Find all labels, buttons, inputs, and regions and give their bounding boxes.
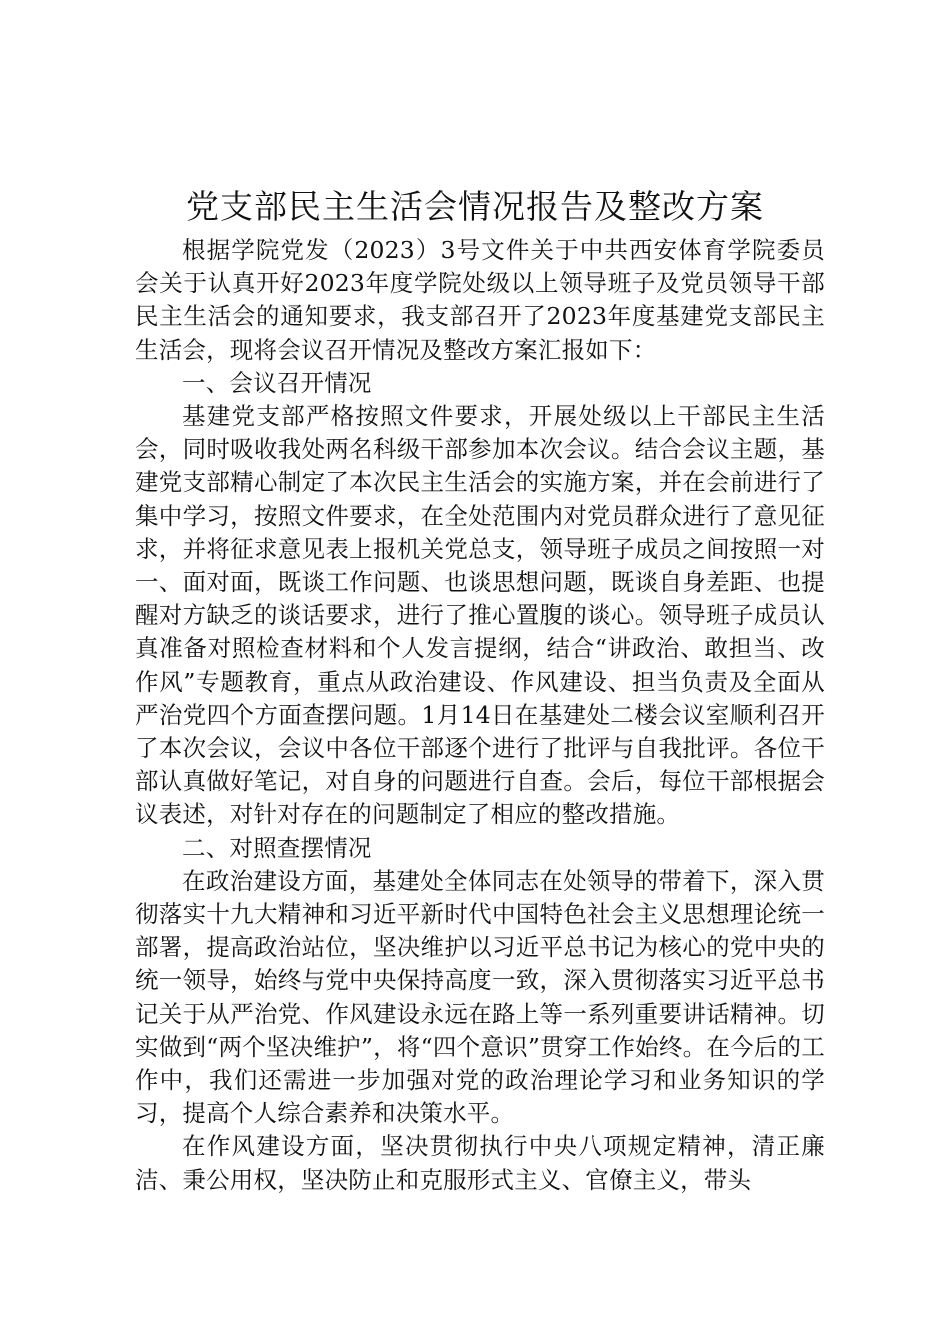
section-heading-review: 二、对照查摆情况 <box>182 833 372 862</box>
document-body <box>135 234 825 1197</box>
paragraph-style: 在作风建设方面，坚决贯彻执行中央八项规定精神，清正廉洁、秉公用权，坚决防止和克服形式主义、官僚主义，带头 <box>135 1132 825 1194</box>
paragraph-intro: 根据学院党发（2023）3号文件关于中共西安体育学院委员会关于认真开好2023年度学院处级以上领导班子及党员领导干部民主生活会的通知要求，我支部召开了2023年度基建党支部民主生活会，现将会议召开情况及整改方案汇报如下： <box>135 236 825 364</box>
paragraph-political: 在政治建设方面，基建处全体同志在处领导的带着下，深入贯彻落实十九大精神和习近平新时代中国特色社会主义思想理论统一部署，提高政治站位，坚决维护以习近平总书记为核心的党中央的统一领导，始终与党中央保持高度一致，深入贯彻落实习近平总书记关于从严治党、作风建设永远在路上等一系列重要讲话精神。切实做到“两个坚决维护”，将“四个意识”贯穿工作始终。在今后的工作中，我们还需进一步加强对党的政治理论学习和业务知识的学习，提高个人综合素养和决策水平。 <box>135 866 825 1128</box>
section-heading-meeting: 一、会议召开情况 <box>182 368 372 397</box>
document-title: 党支部民主生活会情况报告及整改方案 <box>186 187 764 226</box>
paragraph-meeting: 基建党支部严格按照文件要求，开展处级以上干部民主生活会，同时吸收我处两名科级干部参加本次会议。结合会议主题，基建党支部精心制定了本次民主生活会的实施方案，并在会前进行了集中学习，按照文件要求，在全处范围内对党员群众进行了意见征求，并将征求意见表上报机关党总支，领导班子成员之间按照一对一、面对面，既谈工作问题、也谈思想问题，既谈自身差距、也提醒对方缺乏的谈话要求，进行了推心置腹的谈心。领导班子成员认真准备对照检查材料和个人发言提纲，结合“讲政治、敢担当、改作风”专题教育，重点从政治建设、作风建设、担当负责及全面从严治党四个方面查摆问题。1月14日在基建处二楼会议室顺利召开了本次会议，会议中各位干部逐个进行了批评与自我批评。各位干部认真做好笔记，对自身的问题进行自查。会后，每位干部根据会议表述，对针对存在的问题制定了相应的整改措施。 <box>135 402 825 829</box>
